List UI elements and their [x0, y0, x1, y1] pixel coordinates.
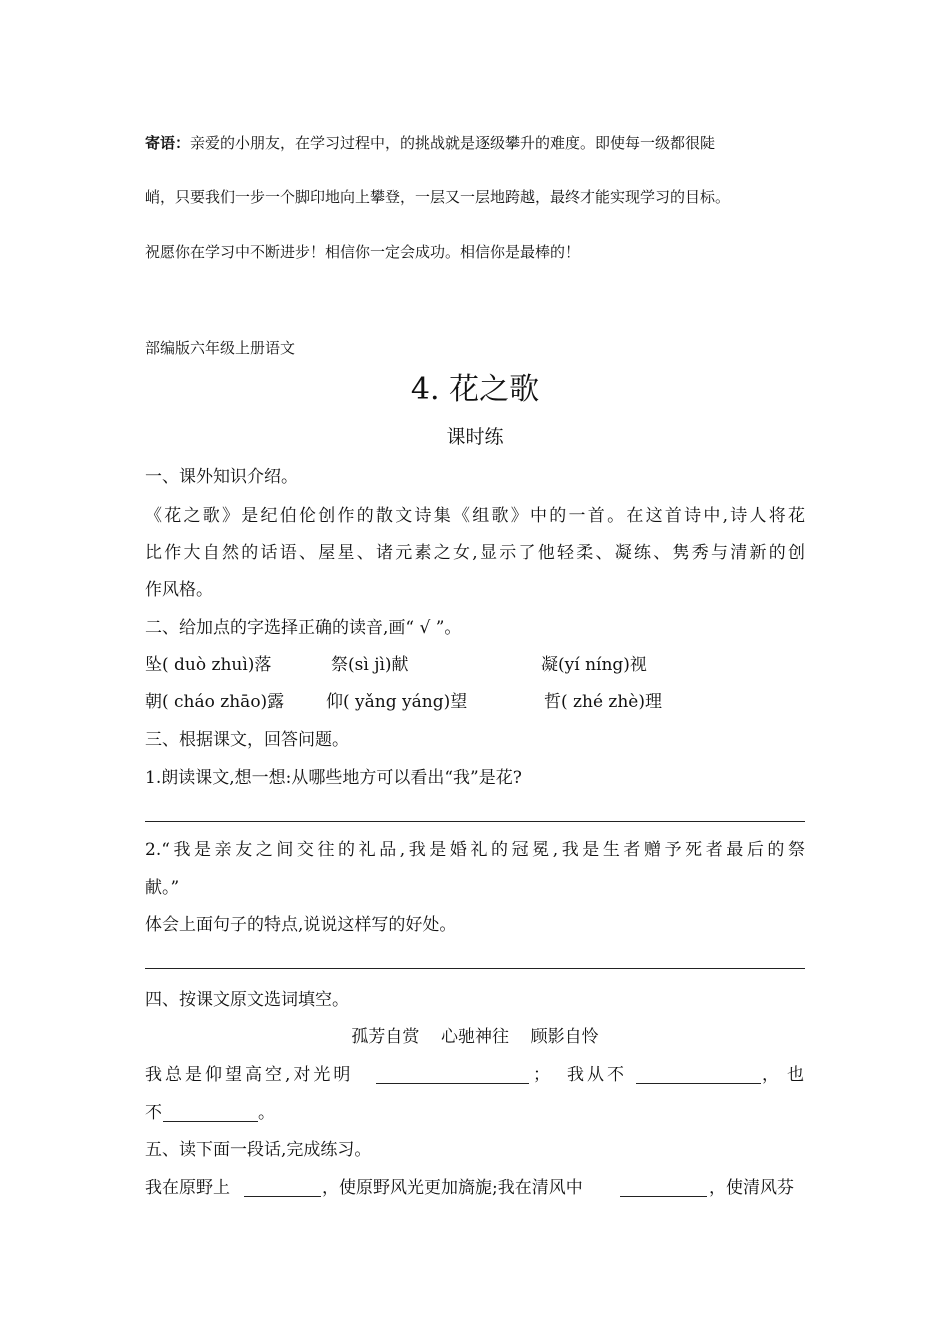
fill-blank-3[interactable] [163, 1121, 258, 1122]
section1-heading: 一、课外知识介绍。 [145, 467, 298, 487]
fill-blank-5[interactable] [620, 1196, 707, 1197]
fill-blank-1[interactable] [376, 1083, 529, 1084]
fill-sentence-1-a: 我总是仰望高空,对光明 [145, 1065, 354, 1085]
preface-line-2: 峭，只要我们一步一个脚印地向上攀登，一层又一层地跨越，最终才能实现学习的目标。 [145, 188, 731, 206]
section5-text-b: ，使原野风光更加旖旎;我在清风中 [322, 1178, 583, 1198]
answer-line-2[interactable] [145, 968, 805, 969]
fill-blank-4[interactable] [244, 1196, 321, 1197]
fill-sentence-2-b: 。 [258, 1103, 275, 1123]
pinyin-item: 朝( cháo zhāo)露 [145, 692, 285, 712]
word-bank: 孤芳自赏 心驰神往 顾影自怜 [351, 1027, 599, 1047]
section5-text-a: 我在原野上 [145, 1178, 230, 1198]
fill-sentence-1-c: 我从不 [567, 1065, 627, 1085]
preface-label: 寄语： [145, 134, 191, 152]
page-subtitle: 课时练 [446, 426, 504, 448]
section1-line-2: 比作大自然的话语、屋星、诸元素之女,显示了他轻柔、凝练、隽秀与清新的创 [145, 543, 805, 563]
section3-heading: 三、根据课文，回答问题。 [145, 730, 349, 750]
question-2-line-1: 2.“我是亲友之间交往的礼品,我是婚礼的冠冕,我是生者赠予死者最后的祭 [145, 840, 805, 860]
fill-sentence-1-b: ； [533, 1065, 550, 1085]
grade-label: 部编版六年级上册语文 [145, 339, 296, 357]
question-2-line-2: 献。” [145, 878, 180, 898]
pinyin-item: 凝(yí níng)视 [541, 655, 647, 675]
section2-heading: 二、给加点的字选择正确的读音,画“ √ ”。 [145, 618, 462, 638]
preface-line-3: 祝愿你在学习中不断进步！相信你一定会成功。相信你是最棒的！ [145, 243, 581, 261]
question-2-prompt: 体会上面句子的特点,说说这样写的好处。 [145, 915, 457, 935]
fill-sentence-1-d: ，也 [762, 1065, 812, 1085]
section5-heading: 五、读下面一段话,完成练习。 [145, 1140, 372, 1160]
section4-heading: 四、按课文原文选词填空。 [145, 990, 349, 1010]
fill-blank-2[interactable] [636, 1083, 761, 1084]
pinyin-item: 祭(sì jì)献 [331, 655, 409, 675]
question-1: 1.朗读课文,想一想:从哪些地方可以看出“我”是花? [145, 768, 522, 788]
answer-line-1[interactable] [145, 821, 805, 822]
section1-line-1: 《花之歌》是纪伯伦创作的散文诗集《组歌》中的一首。在这首诗中,诗人将花 [145, 506, 805, 526]
pinyin-item: 坠( duò zhuì)落 [145, 655, 272, 675]
preface-line-1: 寄语：亲爱的小朋友，在学习过程中，的挑战就是逐级攀升的难度。即使每一级都很陡 [145, 134, 716, 152]
pinyin-item: 仰( yǎng yáng)望 [326, 692, 468, 712]
section1-line-3: 作风格。 [145, 580, 213, 600]
page-title: 4. 花之歌 [410, 372, 540, 407]
section5-text-c: ，使清风芬 [709, 1178, 794, 1198]
pinyin-item: 哲( zhé zhè)理 [544, 692, 663, 712]
fill-sentence-2-a: 不 [145, 1103, 162, 1123]
